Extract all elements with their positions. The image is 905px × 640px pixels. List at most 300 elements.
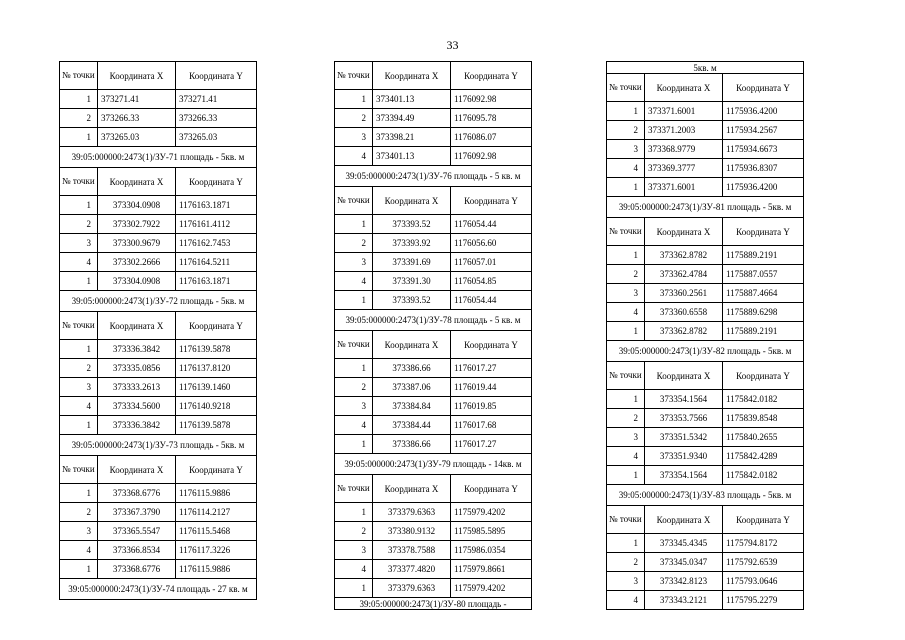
table-row [607,284,804,303]
coordinate-y: 373266.33 [176,109,257,128]
header-point-number: № точки [607,74,645,102]
coordinate-x: 373384.44 [373,416,451,435]
coordinate-y: 1175842.4289 [723,447,804,466]
point-number: 1 [335,435,373,454]
coordinate-x: 373343.2121 [645,591,723,610]
coordinate-x: 373304.0908 [98,272,176,291]
table-row [335,503,532,522]
coordinate-x: 373362.8782 [645,322,723,341]
coordinate-x: 373380.9132 [373,522,451,541]
plot-caption: 39:05:000000:2473(1)/ЗУ-76 площадь - 5 кв. м [335,166,532,187]
point-number: 1 [607,466,645,485]
coordinate-y: 1175842.0182 [723,466,804,485]
coordinate-y: 373265.03 [176,128,257,147]
coordinate-x: 373398.21 [373,128,451,147]
table-row [335,435,532,454]
coordinate-y: 1176137.8120 [176,359,257,378]
table-row [60,359,257,378]
coordinate-x: 373302.7922 [98,215,176,234]
point-number: 3 [335,397,373,416]
coordinate-y: 373271.41 [176,90,257,109]
header-coordinate-x: Координата X [98,168,176,196]
table-row [335,109,532,128]
coordinate-y: 1175889.6298 [723,303,804,322]
point-number: 4 [60,541,98,560]
coordinate-x: 373351.9340 [645,447,723,466]
point-number: 1 [607,322,645,341]
table-row [60,196,257,215]
table-header-row [60,62,257,90]
table-row [60,484,257,503]
point-number: 2 [335,234,373,253]
coordinate-x: 373333.2613 [98,378,176,397]
coordinate-y: 1175936.4200 [723,178,804,197]
point-number: 1 [60,128,98,147]
point-number: 4 [335,272,373,291]
point-number: 2 [60,359,98,378]
coordinate-y: 1176114.2127 [176,503,257,522]
coordinate-x: 373368.9779 [645,140,723,159]
coordinate-x: 373300.9679 [98,234,176,253]
table-row [335,359,532,378]
table-row [607,303,804,322]
point-number: 2 [335,522,373,541]
coordinate-x: 373386.66 [373,435,451,454]
point-number: 1 [60,196,98,215]
point-number: 2 [607,553,645,572]
header-point-number: № точки [335,475,373,503]
coordinate-y: 1175889.2191 [723,246,804,265]
table-row [607,159,804,178]
point-number: 3 [60,378,98,397]
coordinate-y: 1175887.0557 [723,265,804,284]
header-point-number: № точки [60,456,98,484]
header-point-number: № точки [335,187,373,215]
table-row [335,272,532,291]
table-row [607,534,804,553]
point-number: 1 [335,359,373,378]
point-number: 1 [335,90,373,109]
point-number: 4 [335,416,373,435]
point-number: 4 [607,447,645,466]
table-row [607,409,804,428]
coordinate-y: 1175986.0354 [451,541,532,560]
point-number: 2 [335,378,373,397]
table-row [607,466,804,485]
coordinate-y: 1175934.6673 [723,140,804,159]
coordinate-y: 1175936.4200 [723,102,804,121]
coordinates-table-column-2 [334,61,531,610]
coordinate-y: 1175842.0182 [723,390,804,409]
header-coordinate-y: Координата Y [723,506,804,534]
coordinate-x: 373393.92 [373,234,451,253]
table-header-row [607,74,804,102]
point-number: 4 [335,560,373,579]
point-number: 2 [60,503,98,522]
point-number: 4 [60,253,98,272]
point-number: 2 [335,109,373,128]
point-number: 2 [60,215,98,234]
plot-caption-row [60,435,257,456]
coordinate-x: 373371.2003 [645,121,723,140]
coordinate-x: 373367.3790 [98,503,176,522]
table-header-row [335,331,532,359]
point-number: 3 [335,128,373,147]
point-number: 3 [607,284,645,303]
header-point-number: № точки [607,218,645,246]
point-number: 3 [60,522,98,541]
point-number: 1 [60,560,98,579]
header-coordinate-x: Координата X [373,331,451,359]
table-row [335,397,532,416]
coordinates-table [59,61,257,600]
point-number: 4 [60,397,98,416]
coordinate-x: 373371.6001 [645,178,723,197]
plot-caption: 39:05:000000:2473(1)/ЗУ-74 площадь - 27 кв. м [60,579,257,600]
coordinate-x: 373265.03 [98,128,176,147]
point-number: 3 [60,234,98,253]
coordinate-y: 1175979.4202 [451,503,532,522]
coordinate-x: 373360.2561 [645,284,723,303]
table-row [335,128,532,147]
coordinate-y: 1175936.8307 [723,159,804,178]
coordinate-x: 373336.3842 [98,416,176,435]
coordinate-y: 1175979.4202 [451,579,532,598]
coordinate-x: 373393.52 [373,291,451,310]
coordinate-x: 373377.4820 [373,560,451,579]
plot-caption-row [335,310,532,331]
header-coordinate-y: Координата Y [451,187,532,215]
point-number: 1 [607,534,645,553]
coordinate-y: 1176019.85 [451,397,532,416]
coordinate-x: 373362.4784 [645,265,723,284]
header-coordinate-y: Координата Y [723,74,804,102]
coordinate-x: 373379.6363 [373,579,451,598]
coordinate-x: 373401.13 [373,90,451,109]
point-number: 1 [607,390,645,409]
table-row [60,541,257,560]
table-row [607,140,804,159]
coordinate-y: 1176140.9218 [176,397,257,416]
table-row [335,253,532,272]
plot-caption: 39:05:000000:2473(1)/ЗУ-73 площадь - 5кв. м [60,435,257,456]
plot-caption-row [60,579,257,600]
point-number: 4 [607,591,645,610]
table-row [607,591,804,610]
coordinate-y: 1175793.0646 [723,572,804,591]
coordinate-x: 373393.52 [373,215,451,234]
table-row [607,447,804,466]
table-header-row [335,475,532,503]
coordinate-y: 1176086.07 [451,128,532,147]
coordinate-y: 1176115.9886 [176,560,257,579]
table-row [607,102,804,121]
table-row [607,572,804,591]
header-coordinate-y: Координата Y [451,62,532,90]
table-row [335,90,532,109]
table-row [607,121,804,140]
coordinate-y: 1176164.5211 [176,253,257,272]
coordinate-y: 1176162.7453 [176,234,257,253]
coordinate-x: 373368.6776 [98,484,176,503]
table-row [60,560,257,579]
header-coordinate-y: Координата Y [176,456,257,484]
coordinate-y: 1176056.60 [451,234,532,253]
header-coordinate-x: Координата X [645,362,723,390]
coordinate-x: 373354.1564 [645,390,723,409]
header-coordinate-x: Координата X [645,506,723,534]
coordinates-table [334,61,532,610]
coordinate-x: 373336.3842 [98,340,176,359]
coordinate-x: 373266.33 [98,109,176,128]
table-row [335,147,532,166]
header-point-number: № точки [335,331,373,359]
table-row [335,522,532,541]
coordinate-x: 373394.49 [373,109,451,128]
plot-caption-row [607,485,804,506]
point-number: 1 [60,484,98,503]
coordinate-y: 1175795.2279 [723,591,804,610]
header-coordinate-y: Координата Y [176,62,257,90]
coordinate-x: 373384.84 [373,397,451,416]
header-point-number: № точки [335,62,373,90]
point-number: 1 [607,102,645,121]
table-row [60,234,257,253]
point-number: 1 [60,416,98,435]
coordinate-x: 373371.6001 [645,102,723,121]
table-header-row [607,362,804,390]
coordinate-y: 1176054.44 [451,291,532,310]
coordinate-y: 1176117.3226 [176,541,257,560]
plot-caption: 39:05:000000:2473(1)/ЗУ-72 площадь - 5кв. м [60,291,257,312]
coordinate-x: 373351.5342 [645,428,723,447]
coordinate-y: 1176095.78 [451,109,532,128]
coordinate-x: 373354.1564 [645,466,723,485]
coordinate-x: 373360.6558 [645,303,723,322]
coordinate-y: 1176115.5468 [176,522,257,541]
coordinate-y: 1176139.1460 [176,378,257,397]
header-coordinate-x: Координата X [373,475,451,503]
table-row [60,272,257,291]
coordinate-y: 1176017.27 [451,359,532,378]
plot-caption: 39:05:000000:2473(1)/ЗУ-79 площадь - 14кв. м [335,454,532,475]
plot-caption-row [335,598,532,610]
coordinate-y: 1175934.2567 [723,121,804,140]
coordinates-table-column-3 [606,61,803,610]
table-header-row [607,218,804,246]
plot-caption: 39:05:000000:2473(1)/ЗУ-80 площадь - [335,598,532,610]
coordinate-x: 373366.8534 [98,541,176,560]
coordinate-y: 1176054.85 [451,272,532,291]
table-row [335,291,532,310]
coordinate-y: 1175979.8661 [451,560,532,579]
coordinate-x: 373387.06 [373,378,451,397]
point-number: 4 [607,303,645,322]
coordinate-x: 373369.3777 [645,159,723,178]
coordinate-y: 1176057.01 [451,253,532,272]
table-row [60,215,257,234]
table-header-row [607,506,804,534]
coordinate-y: 1175792.6539 [723,553,804,572]
point-number: 4 [335,147,373,166]
coordinates-table [606,61,804,610]
coordinate-y: 1176019.44 [451,378,532,397]
header-coordinate-y: Координата Y [723,218,804,246]
plot-caption: 39:05:000000:2473(1)/ЗУ-82 площадь - 5кв. м [607,341,804,362]
point-number: 3 [335,253,373,272]
point-number: 1 [60,272,98,291]
table-row [60,503,257,522]
point-number: 2 [607,409,645,428]
point-number: 1 [335,291,373,310]
plot-caption: 5кв. м [607,62,804,74]
table-row [60,397,257,416]
coordinate-y: 1176163.1871 [176,272,257,291]
table-row [60,340,257,359]
header-point-number: № точки [60,312,98,340]
header-point-number: № точки [607,506,645,534]
point-number: 2 [60,109,98,128]
header-coordinate-x: Координата X [98,312,176,340]
coordinate-y: 1175840.2655 [723,428,804,447]
table-row [607,428,804,447]
coordinate-x: 373271.41 [98,90,176,109]
header-coordinate-x: Координата X [373,62,451,90]
coordinate-y: 1175889.2191 [723,322,804,341]
table-row [335,560,532,579]
coordinate-y: 1175794.8172 [723,534,804,553]
header-coordinate-y: Координата Y [176,168,257,196]
coordinate-x: 373345.4345 [645,534,723,553]
coordinate-x: 373365.5547 [98,522,176,541]
table-row [607,178,804,197]
table-row [60,109,257,128]
table-row [335,215,532,234]
header-coordinate-x: Координата X [98,456,176,484]
point-number: 3 [607,140,645,159]
coordinates-table-column-1 [59,61,256,600]
header-point-number: № точки [607,362,645,390]
table-row [335,416,532,435]
plot-caption: 39:05:000000:2473(1)/ЗУ-78 площадь - 5 кв. м [335,310,532,331]
table-row [60,90,257,109]
point-number: 2 [607,265,645,284]
plot-caption-row [607,62,804,74]
header-point-number: № точки [60,62,98,90]
plot-caption-row [335,454,532,475]
coordinate-x: 373378.7588 [373,541,451,560]
point-number: 1 [335,503,373,522]
point-number: 1 [607,246,645,265]
table-row [60,253,257,272]
table-row [607,390,804,409]
coordinate-y: 1176139.5878 [176,340,257,359]
coordinate-y: 1176092.98 [451,147,532,166]
table-header-row [335,62,532,90]
header-coordinate-y: Координата Y [451,475,532,503]
point-number: 3 [335,541,373,560]
header-coordinate-x: Координата X [373,187,451,215]
header-point-number: № точки [60,168,98,196]
point-number: 1 [60,90,98,109]
table-row [607,322,804,341]
table-row [335,378,532,397]
table-row [60,128,257,147]
header-coordinate-x: Координата X [645,74,723,102]
point-number: 1 [335,215,373,234]
coordinate-y: 1175887.4664 [723,284,804,303]
plot-caption-row [607,197,804,218]
plot-caption: 39:05:000000:2473(1)/ЗУ-71 площадь - 5кв. м [60,147,257,168]
coordinate-y: 1176161.4112 [176,215,257,234]
coordinate-y: 1175985.5895 [451,522,532,541]
table-header-row [335,187,532,215]
header-coordinate-x: Координата X [98,62,176,90]
coordinate-y: 1176115.9886 [176,484,257,503]
point-number: 3 [607,572,645,591]
table-row [607,246,804,265]
coordinate-x: 373345.0347 [645,553,723,572]
coordinate-x: 373353.7566 [645,409,723,428]
table-row [60,416,257,435]
point-number: 3 [607,428,645,447]
coordinate-x: 373379.6363 [373,503,451,522]
plot-caption-row [60,291,257,312]
coordinate-x: 373391.69 [373,253,451,272]
header-coordinate-y: Координата Y [723,362,804,390]
coordinate-y: 1176163.1871 [176,196,257,215]
coordinate-y: 1176054.44 [451,215,532,234]
point-number: 4 [607,159,645,178]
coordinate-x: 373391.30 [373,272,451,291]
coordinate-y: 1176139.5878 [176,416,257,435]
coordinate-x: 373386.66 [373,359,451,378]
table-header-row [60,456,257,484]
coordinate-y: 1176017.68 [451,416,532,435]
coordinate-x: 373368.6776 [98,560,176,579]
header-coordinate-y: Координата Y [451,331,532,359]
header-coordinate-y: Координата Y [176,312,257,340]
point-number: 1 [607,178,645,197]
plot-caption-row [60,147,257,168]
coordinate-x: 373342.8123 [645,572,723,591]
coordinate-x: 373401.13 [373,147,451,166]
plot-caption: 39:05:000000:2473(1)/ЗУ-81 площадь - 5кв. м [607,197,804,218]
table-row [607,265,804,284]
table-row [335,234,532,253]
coordinate-x: 373302.2666 [98,253,176,272]
coordinate-x: 373335.0856 [98,359,176,378]
table-row [607,553,804,572]
coordinate-x: 373362.8782 [645,246,723,265]
plot-caption-row [607,341,804,362]
plot-caption: 39:05:000000:2473(1)/ЗУ-83 площадь - 5кв. м [607,485,804,506]
table-row [335,579,532,598]
header-coordinate-x: Координата X [645,218,723,246]
coordinate-y: 1175839.8548 [723,409,804,428]
table-header-row [60,168,257,196]
point-number: 1 [335,579,373,598]
coordinate-y: 1176017.27 [451,435,532,454]
coordinate-x: 373334.5600 [98,397,176,416]
plot-caption-row [335,166,532,187]
page-number: 33 [446,38,459,52]
table-row [60,522,257,541]
table-row [335,541,532,560]
coordinate-y: 1176092.98 [451,90,532,109]
point-number: 2 [607,121,645,140]
point-number: 1 [60,340,98,359]
